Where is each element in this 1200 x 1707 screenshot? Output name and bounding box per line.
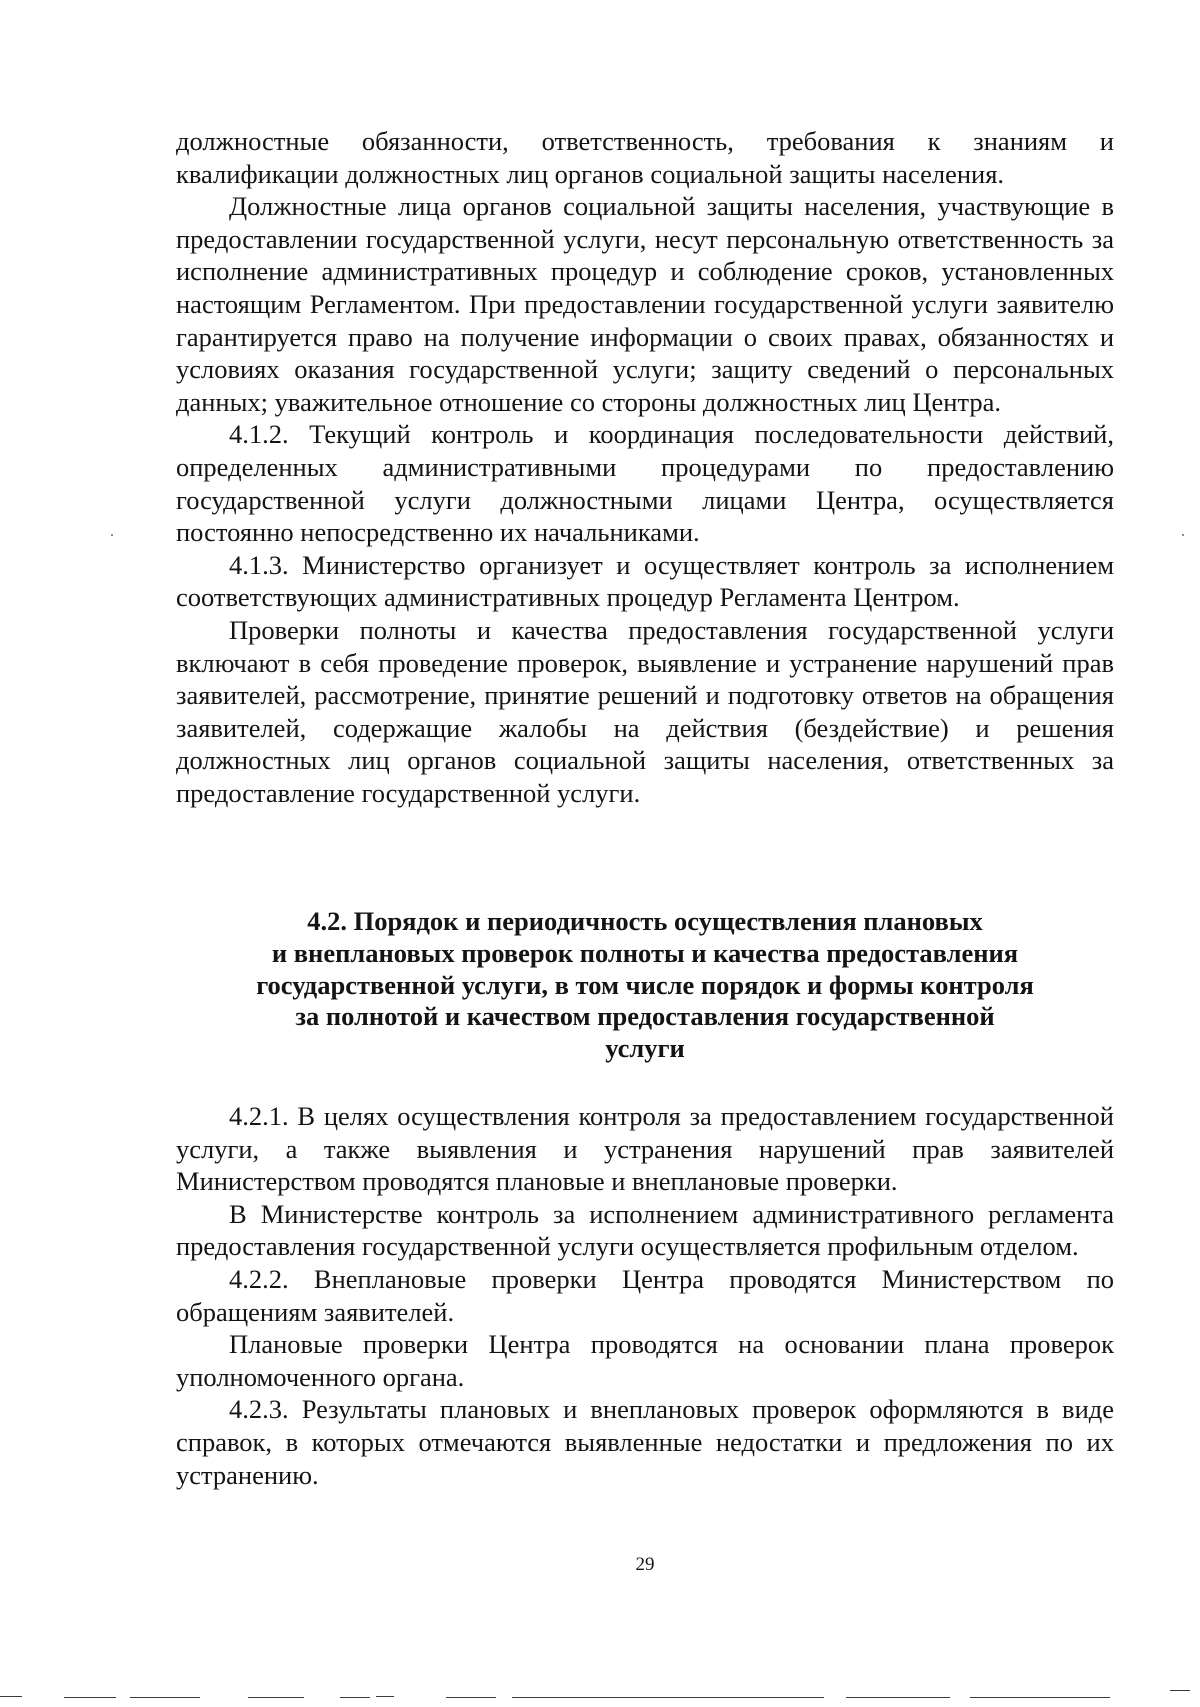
scan-artifact-line (0, 1696, 22, 1697)
scan-artifact-line (1170, 1690, 1190, 1691)
scan-artifact-line (446, 1697, 496, 1698)
paragraph-planned-inspections: Плановые проверки Центра проводятся на основании плана проверок уполномоченного органа. (176, 1329, 1114, 1392)
page-number: 29 (635, 1554, 655, 1575)
heading-line: за полнотой и качеством предоставления государственной (295, 1001, 995, 1032)
heading-line: услуги (605, 1033, 685, 1064)
paragraph-4-1-3: 4.1.3. Министерство организует и осуществляет контроль за исполнением соответствующих административных процедур Регламента Центром. (176, 549, 1114, 613)
scan-artifact-line (340, 1697, 370, 1698)
paragraph-inspections-scope: Проверки полноты и качества предоставления государственной услуги включают в себя проведение проверок, выявление и устранение нарушений прав заявителей, рассмотрение, принятие решений и подготовку ответов на обращения заявителей, содержащие жалобы на действия (бездействие) и решения должностных лиц органов социальной защиты населения, ответственных за предоставление государственной услуги. (176, 614, 1114, 808)
paragraph-officials-responsibility: Должностные лица органов социальной защиты населения, участвующие в предоставлении государственной услуги, несут персональную ответственность за исполнение административных процедур и соблюдение сроков, установленных настоящим Регламентом. При предоставлении государственной услуги заявителю гарантируется право на получение информации о своих правах, обязанностях и условиях оказания государственной услуги; защиту сведений о персональных данных; уважительное отношение со стороны должностных лиц Центра. (176, 191, 1114, 417)
scan-artifact-line (64, 1697, 116, 1698)
scan-artifact-line (846, 1697, 950, 1698)
scan-artifact-line (970, 1697, 1110, 1698)
paragraph-4-2-2: 4.2.2. Внеплановые проверки Центра проводятся Министерством по обращениям заявителей. (176, 1263, 1114, 1327)
scan-artifact-line (376, 1696, 394, 1697)
scan-artifact-line (248, 1697, 304, 1698)
paragraph-4-1-2: 4.1.2. Текущий контроль и координация последовательности действий, определенных административными процедурами по предоставлению государственной услуги должностными лицами Центра, осуществляется постоянно непосредственно их начальниками. (176, 419, 1114, 548)
heading-line: государственной услуги, в том числе порядок и формы контроля (256, 969, 1034, 1000)
section-heading-4-2 (176, 906, 1114, 1065)
heading-line: 4.2. Порядок и периодичность осуществления плановых (307, 906, 983, 936)
scan-artifact-dot (111, 534, 113, 536)
paragraph-duties-continuation: должностные обязанности, ответственность, требования к знаниям и квалификации должностных лиц органов социальной защиты населения. (176, 126, 1114, 189)
body-section-top (176, 125, 1114, 809)
scan-artifact-dot (1182, 534, 1184, 536)
heading-line: и внеплановых проверок полноты и качества предоставления (271, 937, 1019, 968)
paragraph-4-2-1: 4.2.1. В целях осуществления контроля за предоставлением государственной услуги, а также выявления и устранения нарушений прав заявителей Министерством проводятся плановые и внеплановые проверки. (176, 1101, 1114, 1197)
paragraph-4-2-3: 4.2.3. Результаты плановых и внеплановых проверок оформляются в виде справок, в которых отмечаются выявленные недостатки и предложения по их устранению. (176, 1394, 1114, 1490)
paragraph-ministry-control: В Министерстве контроль за исполнением административного регламента предоставления государственной услуги осуществляется профильным отделом. (176, 1198, 1114, 1262)
body-section-bottom (176, 1100, 1114, 1491)
scan-artifact-line (130, 1697, 200, 1698)
scan-artifact-line (512, 1697, 824, 1698)
